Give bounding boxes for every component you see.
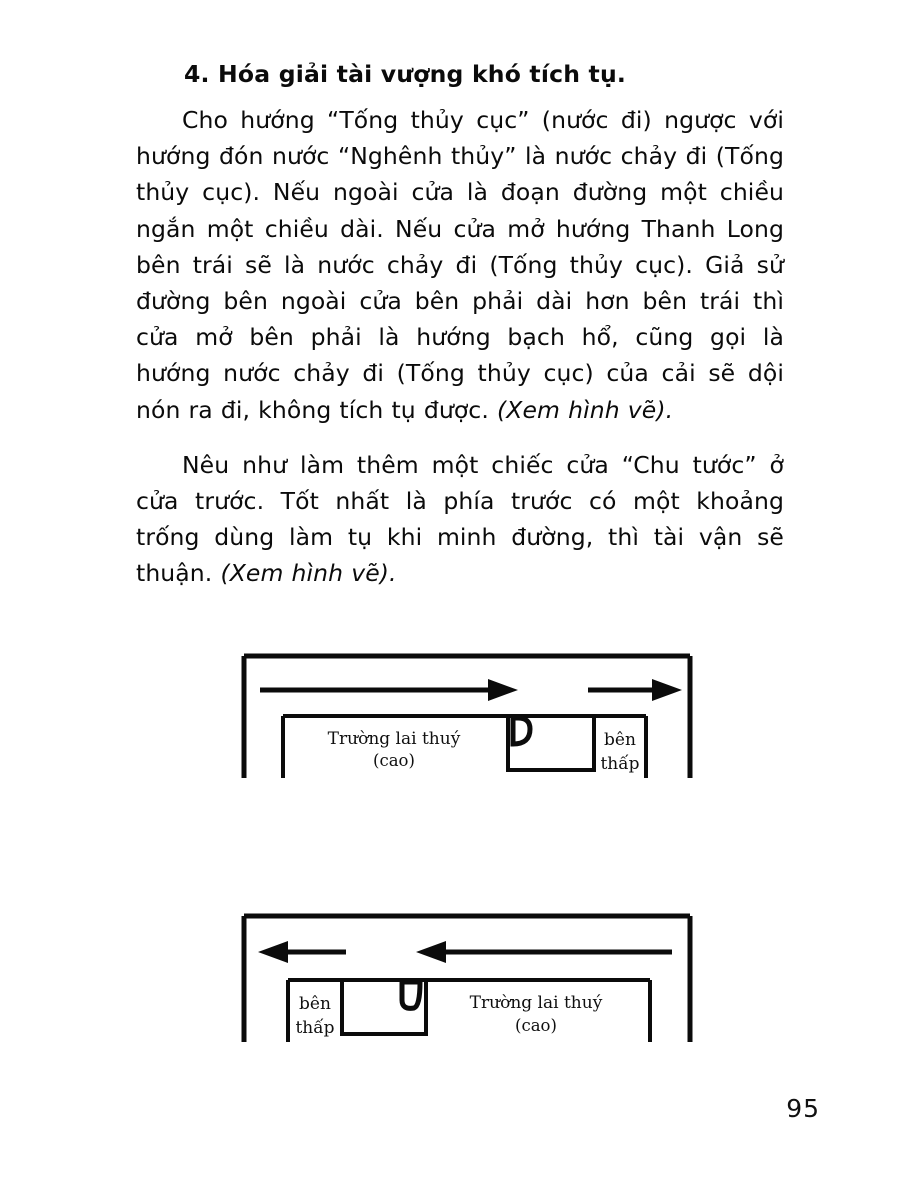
text-column	[136, 60, 784, 592]
figure-tong-thuy-cuc-right	[236, 648, 698, 778]
paragraph-2-line-1: Nêu như làm thêm một chiếc cửa “Chu tước” ở	[182, 450, 784, 479]
figure-nghenh-thuy-left	[236, 908, 698, 1042]
flow-arrow-short	[588, 679, 682, 701]
door-marker	[402, 982, 420, 1008]
ben-thap-label-line2: thấp	[295, 1018, 335, 1038]
flow-arrow-long	[416, 941, 672, 963]
paragraph-1-line-1: Cho hướng “Tống thủy cục” (nước đi) ngược với	[182, 106, 784, 134]
paragraph-2-line-3: trống dùng làm tụ khi minh đường, thì tài vận sẽ	[136, 523, 784, 552]
truong-lai-thuy-label: Trường lai thuý	[327, 729, 461, 749]
paragraph-1-line-3: thủy cục). Nếu ngoài cửa là đoạn đường một chiều	[136, 178, 784, 207]
paragraph-1-line-4: ngắn một chiều dài. Nếu cửa mở hướng Thanh Long	[136, 214, 784, 243]
paragraph-1-line-6: đường bên ngoài cửa bên phải dài hơn bên trái thì	[136, 287, 784, 316]
door-marker	[513, 718, 530, 744]
paragraph-2-line-2: cửa trước. Tốt nhất là phía trước có một khoảng	[136, 487, 784, 516]
ben-thap-label-line1: bên	[604, 730, 636, 750]
paragraph-1-line-9: nón ra đi, không tích tụ được. (Xem hình vẽ).	[136, 395, 674, 424]
page-number: 95	[786, 1094, 820, 1123]
page-title: 4. Hóa giải tài vượng khó tích tụ.	[184, 60, 627, 88]
flow-arrow-short	[258, 941, 346, 963]
flow-arrow-long	[260, 679, 518, 701]
paragraph-2	[136, 447, 784, 592]
ben-thap-label-line2: thấp	[600, 754, 640, 774]
paragraph-1-line-5: bên trái sẽ là nước chảy đi (Tống thủy cục). Giả sử	[136, 250, 784, 279]
paragraph-1-line-7: cửa mở bên phải là hướng bạch hổ, cũng gọi là	[136, 323, 784, 352]
paragraph-1	[136, 102, 784, 428]
paragraph-1-line-2: hướng đón nước “Nghênh thủy” là nước chảy đi (Tống	[136, 142, 784, 171]
paragraph-1-line-8: hướng nước chảy đi (Tống thủy cục) của cải sẽ dội	[136, 359, 784, 388]
truong-lai-thuy-sub-label: (cao)	[515, 1016, 557, 1035]
truong-lai-thuy-sub-label: (cao)	[373, 751, 415, 770]
truong-lai-thuy-label: Trường lai thuý	[469, 993, 603, 1013]
paragraph-2-line-4: thuận. (Xem hình vẽ).	[136, 559, 397, 588]
ben-thap-label-line1: bên	[299, 994, 331, 1014]
